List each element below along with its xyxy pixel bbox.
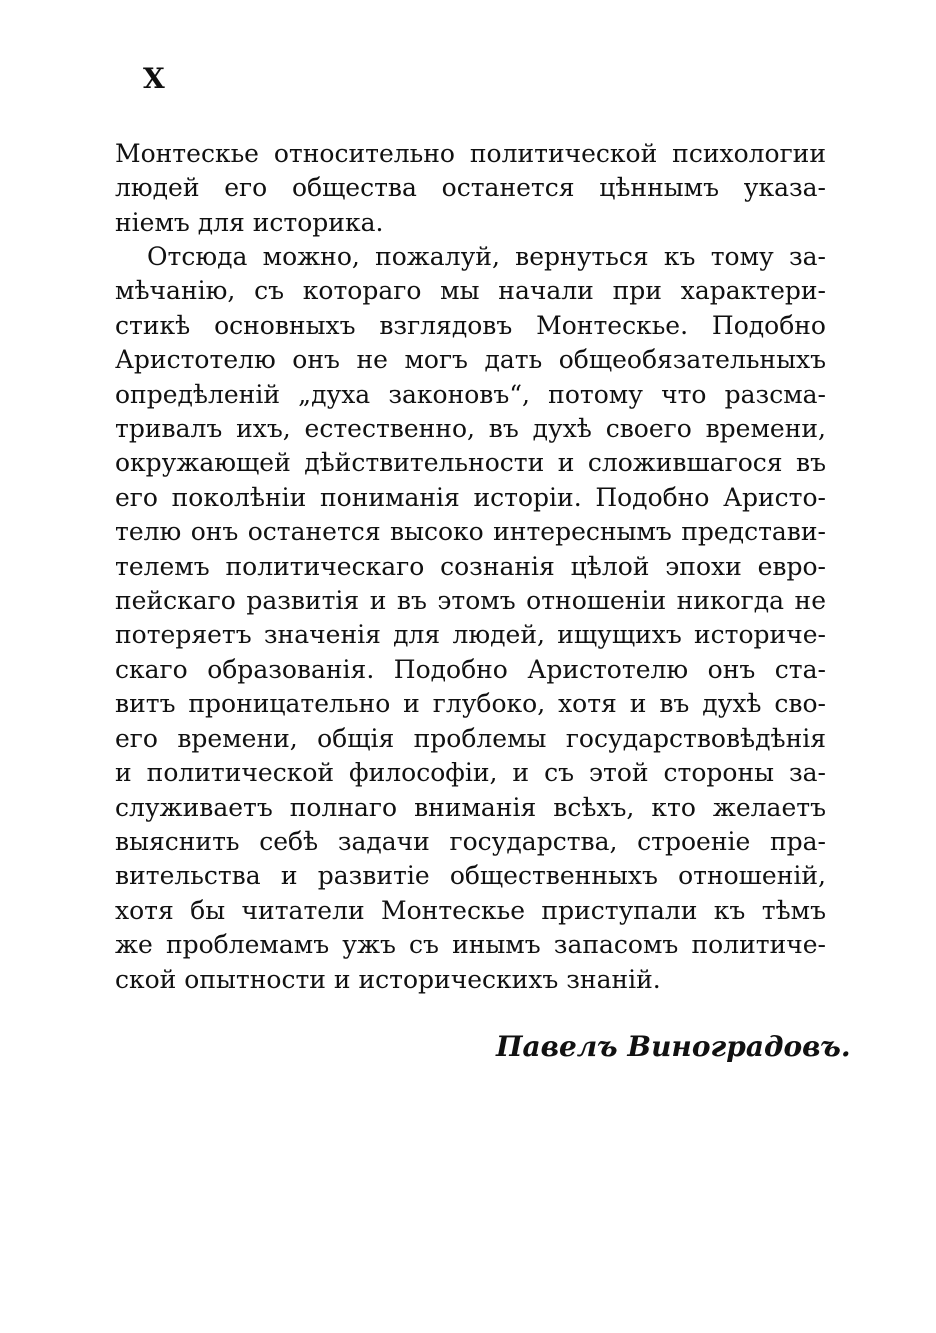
paragraph-2-line-12: потеряетъ значенія для людей, ищущихъ историче-: [115, 620, 826, 650]
paragraph-2-line-20: хотя бы читатели Монтескье приступали къ тѣмъ: [115, 895, 826, 925]
paragraph-2-line-5: опредѣленій „духа законовъ“, потому что разсма-: [115, 379, 826, 409]
paragraph-1-line-2: людей его общества останется цѣннымъ указа-: [115, 173, 826, 203]
paragraph-2-line-18: выяснить себѣ задачи государства, строеніе пра-: [115, 826, 826, 856]
paragraph-2-line-15: его времени, общія проблемы государствовѣдѣнія: [115, 723, 826, 753]
paragraph-2-line-4: Аристотелю онъ не могъ дать общеобязательныхъ: [115, 345, 826, 375]
paragraph-2-line-8: его поколѣніи пониманія исторіи. Подобно Аристо-: [115, 482, 826, 512]
paragraph-2-line-21: же проблемамъ ужъ съ инымъ запасомъ политиче-: [115, 930, 826, 960]
paragraph-1: [115, 137, 826, 240]
paragraph-2-line-16: и политической философіи, и съ этой стороны за-: [115, 758, 826, 788]
paragraph-2: [115, 240, 826, 997]
paragraph-2-line-3: стикѣ основныхъ взглядовъ Монтескье. Подобно: [115, 310, 826, 340]
paragraph-2-line-19: вительства и развитіе общественныхъ отношеній,: [115, 861, 826, 891]
paragraph-2-line-6: тривалъ ихъ, естественно, въ духѣ своего времени,: [115, 414, 826, 444]
paragraph-2-line-1: Отсюда можно, пожалуй, вернуться къ тому за-: [147, 242, 826, 271]
paragraph-2-line-10: телемъ политическаго сознанія цѣлой эпохи евро-: [115, 551, 826, 581]
paragraph-2-line-17: служиваетъ полнаго вниманія всѣхъ, кто желаетъ: [115, 792, 826, 822]
paragraph-2-line-11: пейскаго развитія и въ этомъ отношеніи никогда не: [115, 586, 826, 616]
page-number: X: [143, 62, 166, 95]
paragraph-2-line-2: мѣчанію, съ котораго мы начали при характери-: [115, 276, 826, 306]
paragraph-2-line-14: витъ проницательно и глубоко, хотя и въ духѣ сво-: [115, 689, 826, 719]
paragraph-2-line-22: ской опытности и историческихъ знаній.: [115, 964, 661, 994]
author-signature: Павелъ Виноградовъ.: [496, 1030, 851, 1063]
paragraph-1-line-3: ніемъ для историка.: [115, 207, 384, 237]
paragraph-1-line-1: Монтескье относительно политической психологии: [115, 139, 826, 168]
paragraph-2-line-7: окружающей дѣйствительности и сложившагося въ: [115, 448, 826, 478]
paragraph-2-line-9: телю онъ останется высоко интереснымъ представи-: [115, 517, 826, 547]
paragraph-2-line-13: скаго образованія. Подобно Аристотелю онъ ста-: [115, 654, 826, 684]
